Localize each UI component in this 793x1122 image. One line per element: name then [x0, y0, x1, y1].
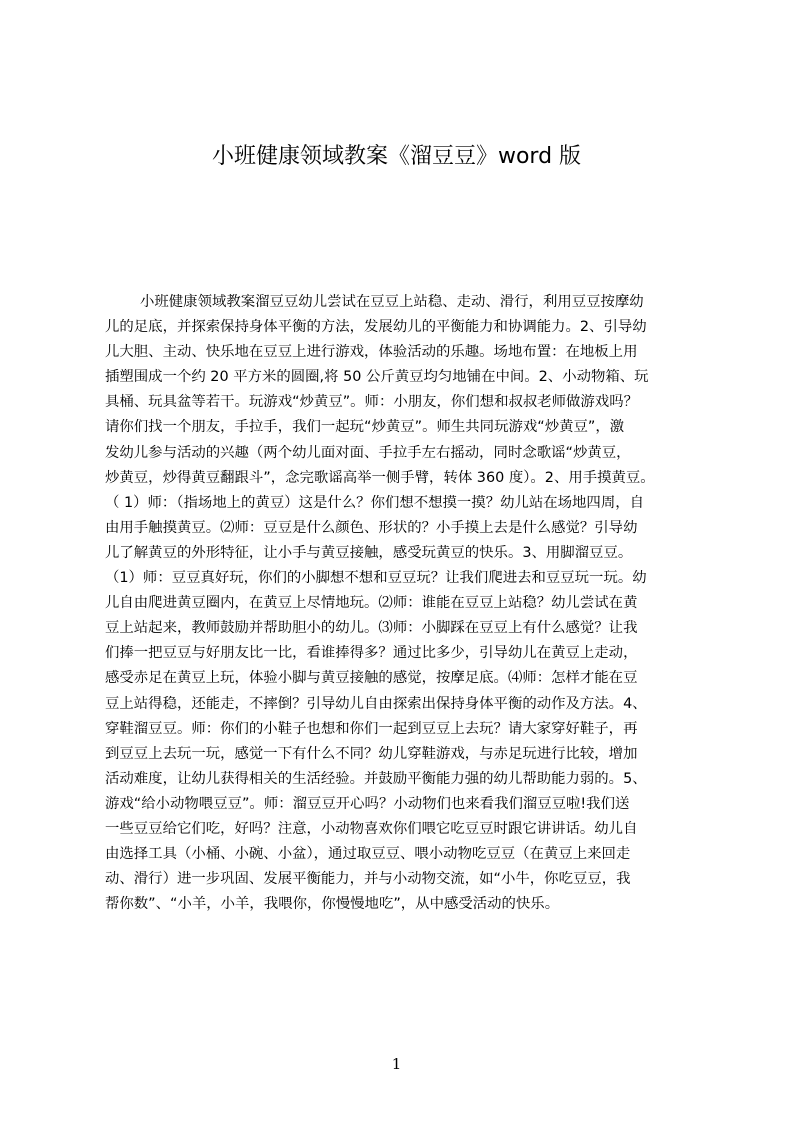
text-line: 儿自由爬进黄豆圈内，在黄豆上尽情地玩。⑵师：谁能在豆豆上站稳？幼儿尝试在黄 [105, 595, 638, 612]
text-line: 一些豆豆给它们吃，好吗？注意，小动物喜欢你们喂它吃豆豆时跟它讲讲话。幼儿自 [105, 820, 638, 837]
body-text [105, 290, 697, 917]
text-line: 具桶、玩具盆等若干。玩游戏“炒黄豆”。师：小朋友，你们想和叔叔老师做游戏吗？ [105, 394, 638, 411]
text-line: 请你们找一个朋友，手拉手，我们一起玩“炒黄豆”。师生共同玩游戏“炒黄豆”，激 [105, 419, 625, 436]
text-line: 由选择工具（小桶、小碗、小盆），通过取豆豆、喂小动物吃豆豆（在黄豆上来回走 [105, 846, 631, 863]
text-line: （ 1）师：（指场地上的黄豆）这是什么？你们想不想摸一摸？幼儿站在场地四周，自 [105, 494, 644, 511]
text-line: 炒黄豆，炒得黄豆翻跟斗”，念完歌谣高举一侧手臂，转体 360 度）。2、用手摸黄豆。 [105, 469, 655, 486]
text-line: 穿鞋溜豆豆。师：你们的小鞋子也想和你们一起到豆豆上去玩？请大家穿好鞋子，再 [105, 720, 638, 737]
text-line: 豆上站起来，教师鼓励并帮助胆小的幼儿。⑶师：小脚踩在豆豆上有什么感觉？让我 [105, 620, 638, 637]
text-line: 儿的足底，并探索保持身体平衡的方法，发展幼儿的平衡能力和协调能力。2、引导幼 [105, 319, 647, 336]
text-line: 活动难度，让幼儿获得相关的生活经验。并鼓励平衡能力强的幼儿帮助能力弱的。5、 [105, 770, 647, 787]
text-line: 豆上站得稳，还能走，不摔倒？引导幼儿自由探索出保持身体平衡的动作及方法。4、 [105, 695, 647, 712]
text-line: 插塑围成一个约 20 平方米的圆圈,将 50 公斤黄豆均匀地铺在中间。2、小动物箱、玩 [105, 369, 649, 386]
text-line: （1）师：豆豆真好玩，你们的小脚想不想和豆豆玩？让我们爬进去和豆豆玩一玩。幼 [105, 570, 647, 587]
page-title: 小班健康领域教案《溜豆豆》word 版 [211, 144, 582, 169]
text-line: 由用手触摸黄豆。⑵师：豆豆是什么颜色、形状的？小手摸上去是什么感觉？引导幼 [105, 519, 638, 536]
text-line: 帮你数”、“小羊，小羊，我喂你，你慢慢地吃”，从中感受活动的快乐。 [105, 896, 560, 913]
text-line: 小班健康领域教案溜豆豆幼儿尝试在豆豆上站稳、走动、滑行，利用豆豆按摩幼 [140, 294, 644, 310]
text-line: 儿了解黄豆的外形特征，让小手与黄豆接触，感受玩黄豆的快乐。3、用脚溜豆豆。 [105, 544, 633, 561]
page-number: 1 [391, 1055, 402, 1073]
text-line: 感受赤足在黄豆上玩，体验小脚与黄豆接触的感觉，按摩足底。⑷师：怎样才能在豆 [105, 670, 638, 687]
text-line: 儿大胆、主动、快乐地在豆豆上进行游戏，体验活动的乐趣。场地布置：在地板上用 [105, 344, 638, 361]
text-line: 游戏“给小动物喂豆豆”。师：溜豆豆开心吗？小动物们也来看我们溜豆豆啦!我们送 [105, 795, 630, 812]
text-line: 到豆豆上去玩一玩，感觉一下有什么不同？幼儿穿鞋游戏，与赤足玩进行比较，增加 [105, 745, 638, 762]
text-line: 发幼儿参与活动的兴趣（两个幼儿面对面、手拉手左右摇动，同时念歌谣“炒黄豆， [105, 444, 631, 461]
text-line: 们捧一把豆豆与好朋友比一比，看谁捧得多？通过比多少，引导幼儿在黄豆上走动， [105, 645, 638, 662]
text-line: 动、滑行）进一步巩固、发展平衡能力，并与小动物交流，如“小牛，你吃豆豆，我 [105, 871, 631, 888]
